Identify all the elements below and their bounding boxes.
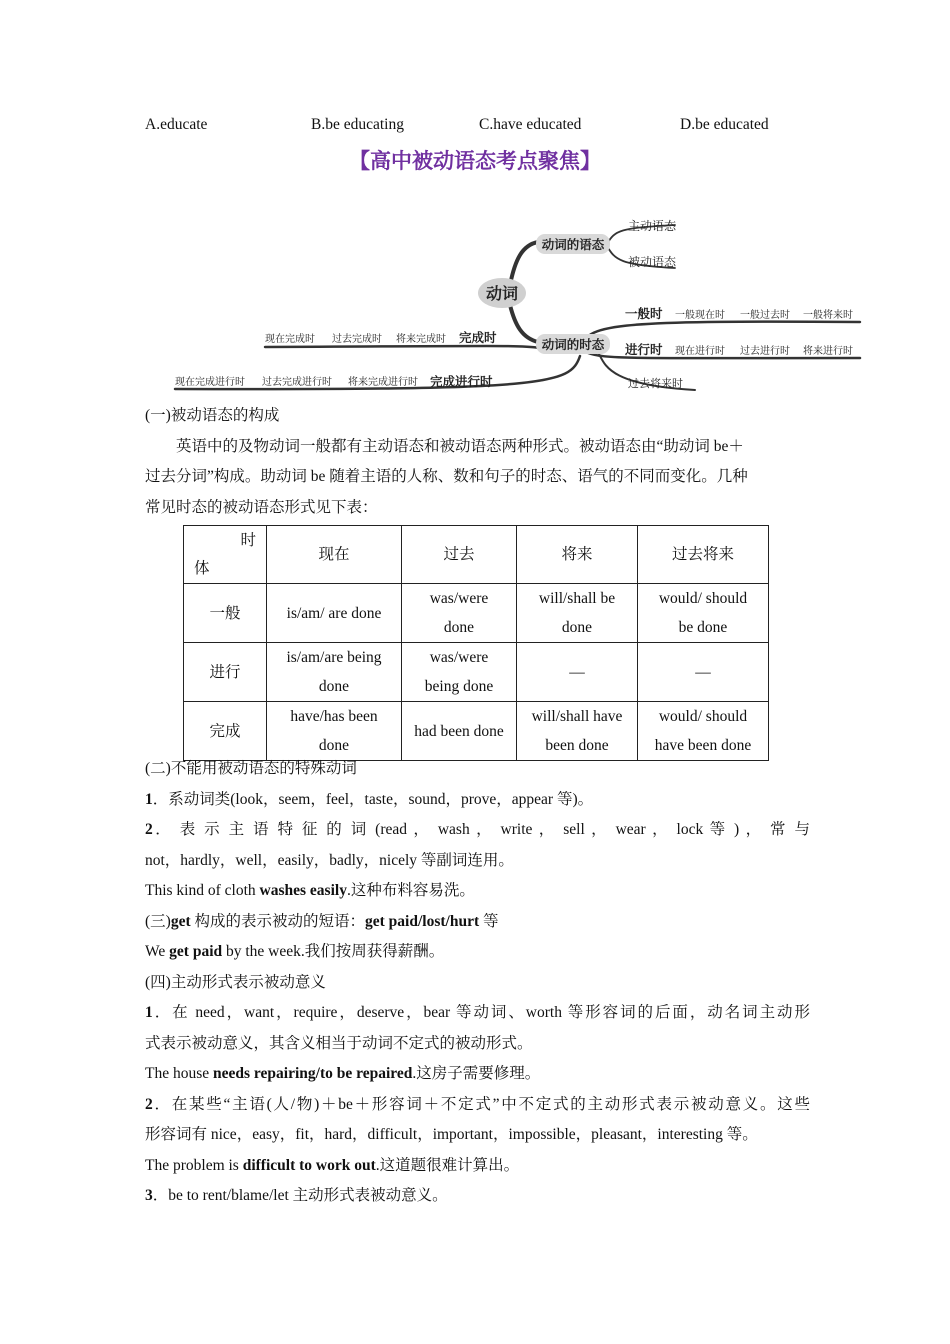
branch-voice [510,242,538,285]
table-cell [402,584,517,643]
row-label: 完成 [184,702,267,761]
table-cell [517,584,638,643]
table-cell [517,643,638,702]
section-2-example [145,876,810,907]
cell-line: done [561,619,593,636]
corner-bottom-text: 体 [194,560,210,577]
row-label: 进行 [184,643,267,702]
page-title: 【高中被动语态考点聚焦】 [349,149,601,173]
cell-line: done [318,678,350,695]
section-1-heading: (一)被动语态的构成 [145,407,280,424]
mindmap-perfect: 完成时 [459,330,497,345]
cell-line: was/were [429,649,489,666]
table-header: 现在 [267,526,402,584]
section-2-heading: (二)不能用被动语态的特殊动词 [145,760,357,777]
mindmap-perfect-progressive-3: 将来完成进行时 [348,377,418,388]
passive-forms-table [183,525,769,761]
example-text: .这道题很难计算出。 [375,1156,520,1174]
table-row [184,702,769,761]
cell-line: been done [545,737,609,754]
tense-voice-mindmap [170,200,880,400]
cell-line: was/were [429,590,489,607]
example-text: The problem is [145,1156,243,1174]
mindmap-simple-1: 一般现在时 [675,310,725,321]
sections-2-to-4 [145,754,810,1212]
section-1-line-2: 过去分词”构成。助动词 be 随着主语的人称、数和句子的时态、语气的不同而变化。几种 [145,468,748,485]
mindmap-voice: 动词的语态 [541,237,605,252]
mindmap-passive: 被动语态 [628,255,677,269]
mindmap-perfect-progressive: 完成进行时 [430,374,493,389]
answer-options [0,116,950,136]
item-text: ． 表 示 主 语 特 征 的 词 (read ， wash ， write ， sell ， wear ， lock 等 ) ， 常 与 [152,821,810,838]
option-b: B.be educating [311,116,404,133]
item-text: ．在 need，want，require，deserve，bear 等动词、worth 等形容词的后面，动名词主动形 [152,1004,810,1021]
table-header: 将来 [517,526,638,584]
cell-line: — [569,663,585,681]
heading-text: (三) [145,912,171,930]
mindmap-progressive-3: 将来进行时 [803,346,853,357]
section-2-item-2-cont: not，hardly，well，easily，badly，nicely 等副词连用。 [145,851,514,869]
example-text: The house [145,1065,214,1082]
item-number: 3 [145,1187,153,1204]
section-4-item-2-cont: 形容词有 nice，easy，fit，hard，difficult，important，impossible，pleasant，interesting 等。 [145,1126,758,1143]
mindmap-perfect-progressive-2: 过去完成进行时 [262,377,332,388]
section-3-example [145,937,810,968]
table-corner-cell [184,526,267,584]
table-row [184,584,769,643]
mindmap-center: 动词 [485,284,519,303]
example-bold: get paid [169,943,223,960]
example-text: This kind of cloth [145,882,260,899]
example-text: by the week.我们按周获得薪酬。 [222,943,445,960]
table-cell [517,702,638,761]
example-bold: washes easily [259,882,347,899]
row-label: 一般 [184,584,267,643]
section-4-example-1 [145,1059,810,1090]
table-header: 过去 [402,526,517,584]
table-cell [267,643,402,702]
table-cell [402,702,517,761]
heading-bold: get [170,912,191,930]
cell-line: — [695,663,711,681]
section-4-item-3 [145,1181,810,1212]
mindmap-perfect-1: 现在完成时 [265,334,315,345]
cell-line: have been done [654,737,752,754]
mindmap-progressive: 进行时 [625,342,663,357]
section-3-heading [145,907,810,938]
option-c: C.have educated [479,116,582,133]
cell-line: would/ should [658,590,748,607]
table-cell [402,643,517,702]
table-cell [638,643,769,702]
corner-top-text: 时 [240,532,256,549]
mindmap-diagram [170,200,880,400]
cell-line: be done [678,619,728,636]
cell-line: have/has been [290,708,378,725]
section-1 [145,401,810,523]
section-4-heading: (四)主动形式表示被动意义 [145,973,326,991]
section-1-line-1: 英语中的及物动词一般都有主动语态和被动语态两种形式。被动语态由“助动词 be＋ [176,437,744,455]
table-header-row [184,526,769,584]
option-d: D.be educated [680,116,769,133]
item-text: ．系动词类(look，seem，feel，taste，sound，prove，appear 等)。 [152,790,594,808]
mindmap-simple-3: 一般将来时 [803,310,853,321]
mindmap-tense: 动词的时态 [541,337,605,352]
section-2-item-2 [145,815,810,846]
mindmap-perfect-progressive-1: 现在完成进行时 [175,377,245,388]
cell-line: done [318,737,350,754]
cell-line: is/am/are being [286,649,382,666]
section-1-line-3: 常见时态的被动语态形式见下表： [145,498,378,516]
section-4-item-1-cont: 式表示被动意义，其含义相当于动词不定式的被动形式。 [145,1034,533,1052]
example-bold: needs repairing/to be repaired [213,1065,413,1082]
table-header: 过去将来 [638,526,769,584]
item-number: 1 [145,790,153,808]
mindmap-perfect-2: 过去完成时 [332,334,382,345]
section-4-item-2 [145,1090,810,1121]
heading-bold: get paid/lost/hurt [365,912,480,930]
item-number: 2 [145,1095,153,1113]
cell-line: will/shall be [538,590,616,607]
heading-text: 等 [479,912,499,930]
mindmap-active: 主动语态 [628,219,677,233]
item-text: ．在某些“主语(人/物)＋be＋形容词＋不定式”中不定式的主动形式表示被动意义。这些 [152,1095,810,1113]
mindmap-simple-2: 一般过去时 [740,310,790,321]
table-cell [267,702,402,761]
cell-line: would/ should [658,708,748,725]
mindmap-perfect-3: 将来完成时 [396,334,446,345]
item-text: ．be to rent/blame/let 主动形式表被动意义。 [152,1187,448,1204]
mindmap-progressive-1: 现在进行时 [675,346,725,357]
section-4-item-1 [145,998,810,1029]
table-cell [638,702,769,761]
cell-line: being done [424,678,494,695]
table-row [184,643,769,702]
item-number: 1 [145,1004,153,1021]
example-bold: difficult to work out [242,1156,376,1174]
table-cell [267,584,402,643]
item-number: 2 [145,821,153,838]
example-text: .这房子需要修理。 [412,1065,541,1082]
example-text: We [145,943,170,960]
branch-tense [510,305,538,342]
table-cell [638,584,769,643]
cell-line: had been done [414,722,504,740]
example-text: .这种布料容易洗。 [346,882,475,899]
cell-line: will/shall have [531,708,623,725]
option-a: A.educate [145,116,208,133]
cell-line: is/am/ are done [286,604,382,622]
branch-simple [580,322,860,348]
mindmap-past-future: 过去将来时 [628,377,683,390]
mindmap-progressive-2: 过去进行时 [740,346,790,357]
heading-text: 构成的表示被动的短语： [190,912,366,930]
cell-line: done [443,619,475,636]
mindmap-simple: 一般时 [625,306,663,321]
branch-perfect [265,346,540,348]
section-4-example-2 [145,1151,810,1182]
section-2-item-1 [145,785,810,816]
